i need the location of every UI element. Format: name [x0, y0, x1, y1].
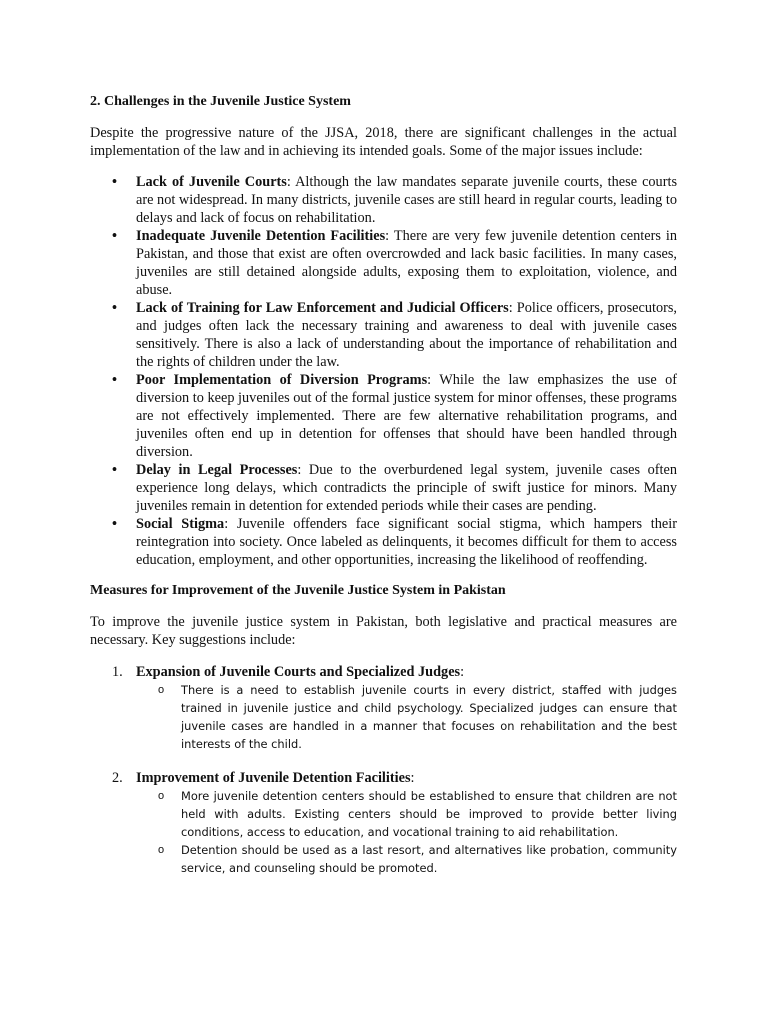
bullet-term: Lack of Juvenile Courts	[136, 174, 287, 190]
item-number: 2.	[112, 770, 123, 786]
bullet-term: Delay in Legal Processes	[136, 462, 298, 478]
list-item	[90, 371, 677, 461]
challenges-list	[90, 173, 677, 569]
sub-item-text: Detention should be used as a last resort, and alternatives like probation, community service, and counseling should be promoted.	[181, 843, 677, 875]
bullet-icon: •	[112, 228, 118, 244]
list-item	[90, 663, 677, 753]
document-content	[90, 93, 677, 893]
sub-list	[136, 681, 677, 753]
section-heading-measures: Measures for Improvement of the Juvenile Justice System in Pakistan	[90, 583, 506, 598]
sub-list	[136, 787, 677, 877]
bullet-term: Social Stigma	[136, 516, 225, 532]
list-item	[90, 227, 677, 299]
list-item	[90, 173, 677, 227]
item-number: 1.	[112, 664, 123, 680]
measures-list	[90, 663, 677, 877]
challenges-intro: Despite the progressive nature of the JJSA, 2018, there are significant challenges in the actual implementation of the law and in achieving its intended goals. Some of the major issues include:	[90, 125, 677, 159]
bullet-term: Poor Implementation of Diversion Programs	[136, 372, 428, 388]
bullet-term: Inadequate Juvenile Detention Facilities	[136, 228, 386, 244]
sub-item-text: More juvenile detention centers should be established to ensure that children are not held with adults. Existing centers should be improved to provide better living conditions, access to education, and vocational training to aid rehabilitation.	[181, 789, 677, 839]
bullet-icon: •	[112, 372, 118, 388]
bullet-icon: •	[112, 300, 118, 316]
bullet-icon: •	[112, 462, 118, 478]
bullet-text: : Due to the overburdened legal system, juvenile cases often experience long delays, which contradicts the principle of swift justice for minors. Many juveniles remain in detention for extended periods while their cases are pending.	[136, 462, 677, 514]
circle-bullet-icon: o	[158, 844, 165, 856]
bullet-text: : Although the law mandates separate juvenile courts, these courts are not widespread. In many districts, juvenile cases are still heard in regular courts, leading to delays and lack of focus on rehabilitation.	[136, 174, 678, 226]
sub-list-item	[136, 681, 677, 753]
bullet-term: Lack of Training for Law Enforcement and Judicial Officers	[136, 300, 509, 316]
list-item	[90, 299, 677, 371]
circle-bullet-icon: o	[158, 790, 165, 802]
list-item	[90, 769, 677, 877]
sub-item-text: There is a need to establish juvenile courts in every district, staffed with judges trained in juvenile justice and child psychology. Specialized judges can ensure that juvenile cases are handled in a manner that focuses on rehabilitation and the best interests of the child.	[181, 683, 677, 751]
item-colon: :	[460, 664, 465, 680]
item-term: Expansion of Juvenile Courts and Specialized Judges	[136, 664, 461, 680]
measures-intro: To improve the juvenile justice system in Pakistan, both legislative and practical measures are necessary. Key suggestions include:	[90, 614, 677, 648]
list-item	[90, 461, 677, 515]
item-term: Improvement of Juvenile Detention Facilities	[136, 770, 411, 786]
circle-bullet-icon: o	[158, 684, 165, 696]
bullet-text: : Juvenile offenders face significant social stigma, which hampers their reintegration into society. Once labeled as delinquents, it becomes difficult for them to access education, employment, and other opportunities, increasing the likelihood of reoffending.	[136, 516, 677, 568]
sub-list-item	[136, 787, 677, 841]
sub-list-item	[136, 841, 677, 877]
item-colon: :	[410, 770, 415, 786]
bullet-icon: •	[112, 174, 118, 190]
bullet-text: : There are very few juvenile detention centers in Pakistan, and those that exist are often overcrowded and lack basic facilities. In many cases, juveniles are still detained alongside adults, exposing them to exploitation, violence, and abuse.	[136, 228, 677, 298]
list-item	[90, 515, 677, 569]
bullet-icon: •	[112, 516, 118, 532]
bullet-text: : While the law emphasizes the use of diversion to keep juveniles out of the formal justice system for minor offenses, these programs are not effectively implemented. There are few alternative rehabilitation programs, and juveniles often end up in detention for offenses that should have been handled through diversion.	[136, 372, 678, 460]
bullet-text: : Police officers, prosecutors, and judges often lack the necessary training and awareness to deal with juvenile cases sensitively. There is also a lack of understanding about the importance of rehabilitation and the rights of children under the law.	[136, 300, 677, 370]
section-heading-challenges: 2. Challenges in the Juvenile Justice System	[90, 94, 351, 109]
